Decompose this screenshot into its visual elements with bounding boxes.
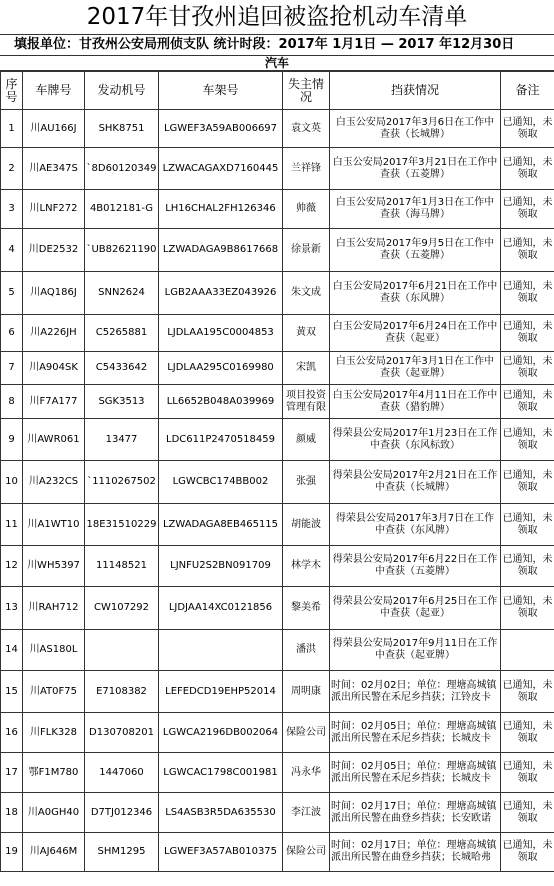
- cell-vin: [159, 630, 283, 671]
- cell-plate: 川A232CS: [23, 461, 85, 504]
- cell-owner: 张强: [283, 461, 330, 504]
- cell-detail: 时间：02月02日；单位：理塘高城镇派出所民警在禾尼乡挡获；江铃皮卡: [330, 671, 501, 713]
- cell-plate: 川AJ646M: [23, 833, 85, 872]
- cell-engine: [85, 630, 159, 671]
- cell-vin: LZWACAGAXD7160445: [159, 148, 283, 190]
- table-row: [1, 190, 554, 229]
- header-vin: 车架号: [159, 72, 283, 110]
- cell-engine: 13477: [85, 419, 159, 461]
- cell-vin: LJNFU2S2BN091709: [159, 546, 283, 587]
- cell-detail: 时间：02月17日；单位：理塘高城镇派出所民警在曲登乡挡获；长城哈弗: [330, 833, 501, 872]
- cell-vin: LGWEF3A59AB006697: [159, 110, 283, 148]
- table-row: [1, 272, 554, 315]
- cell-owner: 冯永华: [283, 753, 330, 793]
- table-body: [1, 110, 554, 872]
- cell-engine: `8D60120349: [85, 148, 159, 190]
- cell-owner: 项目投资管理有限: [283, 385, 330, 419]
- table-row: [1, 110, 554, 148]
- cell-detail: 时间：02月05日；单位：理塘高城镇派出所民警在禾尼乡挡获；长城皮卡: [330, 753, 501, 793]
- table-row: [1, 385, 554, 419]
- cell-note: 已通知，未领取: [501, 587, 554, 630]
- cell-engine: 18E31510229: [85, 504, 159, 546]
- cell-no: 5: [1, 272, 23, 315]
- table-row: [1, 587, 554, 630]
- cell-note: 已通知，未领取: [501, 229, 554, 272]
- cell-vin: LH16CHAL2FH126346: [159, 190, 283, 229]
- table-row: [1, 352, 554, 385]
- cell-no: 10: [1, 461, 23, 504]
- table-row: [1, 833, 554, 872]
- cell-note: 已通知，未领取: [501, 419, 554, 461]
- cell-note: 已通知，未领取: [501, 713, 554, 753]
- cell-engine: 4B012181-G: [85, 190, 159, 229]
- cell-plate: 川AU166J: [23, 110, 85, 148]
- cell-note: 已通知，未领取: [501, 110, 554, 148]
- cell-engine: C5265881: [85, 315, 159, 352]
- table-row: [1, 546, 554, 587]
- cell-no: 11: [1, 504, 23, 546]
- header-plate: 车牌号: [23, 72, 85, 110]
- cell-owner: 黄双: [283, 315, 330, 352]
- cell-note: 已通知，未领取: [501, 671, 554, 713]
- cell-plate: 川AQ186J: [23, 272, 85, 315]
- cell-note: 已通知，未领取: [501, 793, 554, 833]
- cell-owner: 兰祥锋: [283, 148, 330, 190]
- cell-note: 已通知，未领取: [501, 833, 554, 872]
- table-row: [1, 793, 554, 833]
- table-row: [1, 753, 554, 793]
- cell-no: 18: [1, 793, 23, 833]
- cell-no: 1: [1, 110, 23, 148]
- cell-plate: 川WH5397: [23, 546, 85, 587]
- section-label: 汽车: [0, 56, 554, 71]
- cell-vin: LJDLAA295C0169980: [159, 352, 283, 385]
- cell-owner: 徐景新: [283, 229, 330, 272]
- cell-vin: LGWEF3A57AB010375: [159, 833, 283, 872]
- cell-no: 15: [1, 671, 23, 713]
- cell-note: [501, 630, 554, 671]
- cell-detail: 时间：02月05日；单位：理塘高城镇派出所民警在禾尼乡挡获；长城皮卡: [330, 713, 501, 753]
- cell-no: 4: [1, 229, 23, 272]
- cell-owner: 朱文成: [283, 272, 330, 315]
- header-owner: 失主情况: [283, 72, 330, 110]
- cell-owner: 潘洪: [283, 630, 330, 671]
- cell-note: 已通知，未领取: [501, 272, 554, 315]
- cell-note: 已通知，未领取: [501, 504, 554, 546]
- header-engine: 发动机号: [85, 72, 159, 110]
- cell-plate: 川F7A177: [23, 385, 85, 419]
- cell-vin: LGWCBC174BB002: [159, 461, 283, 504]
- cell-note: 已通知，未领取: [501, 546, 554, 587]
- cell-vin: LDC611P2470518459: [159, 419, 283, 461]
- cell-vin: LGWCA2196DB002064: [159, 713, 283, 753]
- cell-vin: LZWADAGA8EB465115: [159, 504, 283, 546]
- cell-owner: 胡能波: [283, 504, 330, 546]
- header-no: 序号: [1, 72, 23, 110]
- table-row: [1, 630, 554, 671]
- cell-no: 17: [1, 753, 23, 793]
- report-unit-period: 填报单位：甘孜州公安局刑侦支队 统计时段：2017年 1月1日 — 2017 年12月30日: [0, 35, 554, 56]
- vehicle-table: [0, 71, 554, 872]
- document-title: 2017年甘孜州追回被盗抢机动车清单: [0, 0, 554, 35]
- cell-vin: LJDLAA195C0004853: [159, 315, 283, 352]
- cell-detail: 白玉公安局2017年4月11日在工作中查获（猎豹牌）: [330, 385, 501, 419]
- cell-owner: 黎美希: [283, 587, 330, 630]
- cell-plate: 川AE347S: [23, 148, 85, 190]
- cell-no: 3: [1, 190, 23, 229]
- cell-note: 已通知，未领取: [501, 385, 554, 419]
- cell-no: 6: [1, 315, 23, 352]
- cell-vin: LEFEDCD19EHP52014: [159, 671, 283, 713]
- cell-engine: 1447060: [85, 753, 159, 793]
- table-row: [1, 504, 554, 546]
- cell-owner: 宋凯: [283, 352, 330, 385]
- cell-no: 8: [1, 385, 23, 419]
- cell-note: 已通知，未领取: [501, 753, 554, 793]
- cell-detail: 得荣县公安局2017年9月11日在工作中查获（起亚牌）: [330, 630, 501, 671]
- cell-plate: 川A1WT10: [23, 504, 85, 546]
- cell-engine: SGK3513: [85, 385, 159, 419]
- cell-detail: 白玉公安局2017年3月21日在工作中查获（五菱牌）: [330, 148, 501, 190]
- cell-note: 已通知，未领取: [501, 461, 554, 504]
- cell-no: 9: [1, 419, 23, 461]
- cell-detail: 白玉公安局2017年6月21日在工作中查获（东风牌）: [330, 272, 501, 315]
- cell-plate: 川RAH712: [23, 587, 85, 630]
- cell-no: 2: [1, 148, 23, 190]
- cell-engine: C5433642: [85, 352, 159, 385]
- cell-engine: SNN2624: [85, 272, 159, 315]
- cell-detail: 得荣县公安局2017年6月25日在工作中查获（起亚）: [330, 587, 501, 630]
- cell-engine: CW107292: [85, 587, 159, 630]
- table-row: [1, 713, 554, 753]
- cell-detail: 得荣县公安局2017年3月7日在工作中查获（东风牌）: [330, 504, 501, 546]
- cell-owner: 林学木: [283, 546, 330, 587]
- cell-engine: 11148521: [85, 546, 159, 587]
- table-row: [1, 148, 554, 190]
- cell-plate: 川AT0F75: [23, 671, 85, 713]
- cell-detail: 白玉公安局2017年9月5日在工作中查获（五菱牌）: [330, 229, 501, 272]
- cell-detail: 白玉公安局2017年6月24日在工作中查获（起亚）: [330, 315, 501, 352]
- cell-owner: 袁文英: [283, 110, 330, 148]
- table-row: [1, 419, 554, 461]
- cell-no: 12: [1, 546, 23, 587]
- table-row: [1, 671, 554, 713]
- cell-engine: D7TJ012346: [85, 793, 159, 833]
- cell-engine: `UB82621190: [85, 229, 159, 272]
- cell-engine: SHK8751: [85, 110, 159, 148]
- cell-detail: 得荣县公安局2017年6月22日在工作中查获（五菱牌）: [330, 546, 501, 587]
- cell-vin: LGWCAC1798C001981: [159, 753, 283, 793]
- cell-no: 7: [1, 352, 23, 385]
- header-note: 备注: [501, 72, 554, 110]
- cell-vin: LGB2AAA33EZ043926: [159, 272, 283, 315]
- header-detail: 挡获情况: [330, 72, 501, 110]
- cell-vin: LJDJAA14XC0121856: [159, 587, 283, 630]
- cell-engine: E7108382: [85, 671, 159, 713]
- cell-note: 已通知，未领取: [501, 148, 554, 190]
- cell-plate: 川LNF272: [23, 190, 85, 229]
- cell-plate: 川A226JH: [23, 315, 85, 352]
- cell-plate: 川FLK328: [23, 713, 85, 753]
- cell-plate: 川A904SK: [23, 352, 85, 385]
- cell-note: 已通知，未领取: [501, 315, 554, 352]
- cell-detail: 白玉公安局2017年3月6日在工作中查获（长城牌）: [330, 110, 501, 148]
- cell-owner: 保险公司: [283, 833, 330, 872]
- cell-detail: 得荣县公安局2017年1月23日在工作中查获（东风标致）: [330, 419, 501, 461]
- cell-owner: 帅薇: [283, 190, 330, 229]
- cell-vin: LL6652B048A039969: [159, 385, 283, 419]
- cell-owner: 李江波: [283, 793, 330, 833]
- cell-engine: SHM1295: [85, 833, 159, 872]
- cell-detail: 白玉公安局2017年3月1日在工作中查获（起亚牌）: [330, 352, 501, 385]
- cell-detail: 白玉公安局2017年1月3日在工作中查获（海马牌）: [330, 190, 501, 229]
- cell-no: 13: [1, 587, 23, 630]
- table-row: [1, 315, 554, 352]
- cell-no: 16: [1, 713, 23, 753]
- cell-plate: 川A0GH40: [23, 793, 85, 833]
- table-row: [1, 461, 554, 504]
- cell-no: 14: [1, 630, 23, 671]
- cell-plate: 川DE2532: [23, 229, 85, 272]
- cell-vin: LZWADAGA9B8617668: [159, 229, 283, 272]
- cell-engine: D130708201: [85, 713, 159, 753]
- table-row: [1, 229, 554, 272]
- cell-plate: 川AS180L: [23, 630, 85, 671]
- cell-note: 已通知，未领取: [501, 352, 554, 385]
- cell-no: 19: [1, 833, 23, 872]
- cell-owner: 颜威: [283, 419, 330, 461]
- cell-engine: `1110267502: [85, 461, 159, 504]
- cell-plate: 鄂F1M780: [23, 753, 85, 793]
- cell-vin: LS4ASB3R5DA635530: [159, 793, 283, 833]
- cell-owner: 保险公司: [283, 713, 330, 753]
- cell-detail: 时间：02月17日；单位：理塘高城镇派出所民警在曲登乡挡获；长安欧诺: [330, 793, 501, 833]
- cell-detail: 得荣县公安局2017年2月21日在工作中查获（长城牌）: [330, 461, 501, 504]
- cell-plate: 川AWR061: [23, 419, 85, 461]
- cell-owner: 周明康: [283, 671, 330, 713]
- cell-note: 已通知，未领取: [501, 190, 554, 229]
- table-header-row: [1, 72, 554, 110]
